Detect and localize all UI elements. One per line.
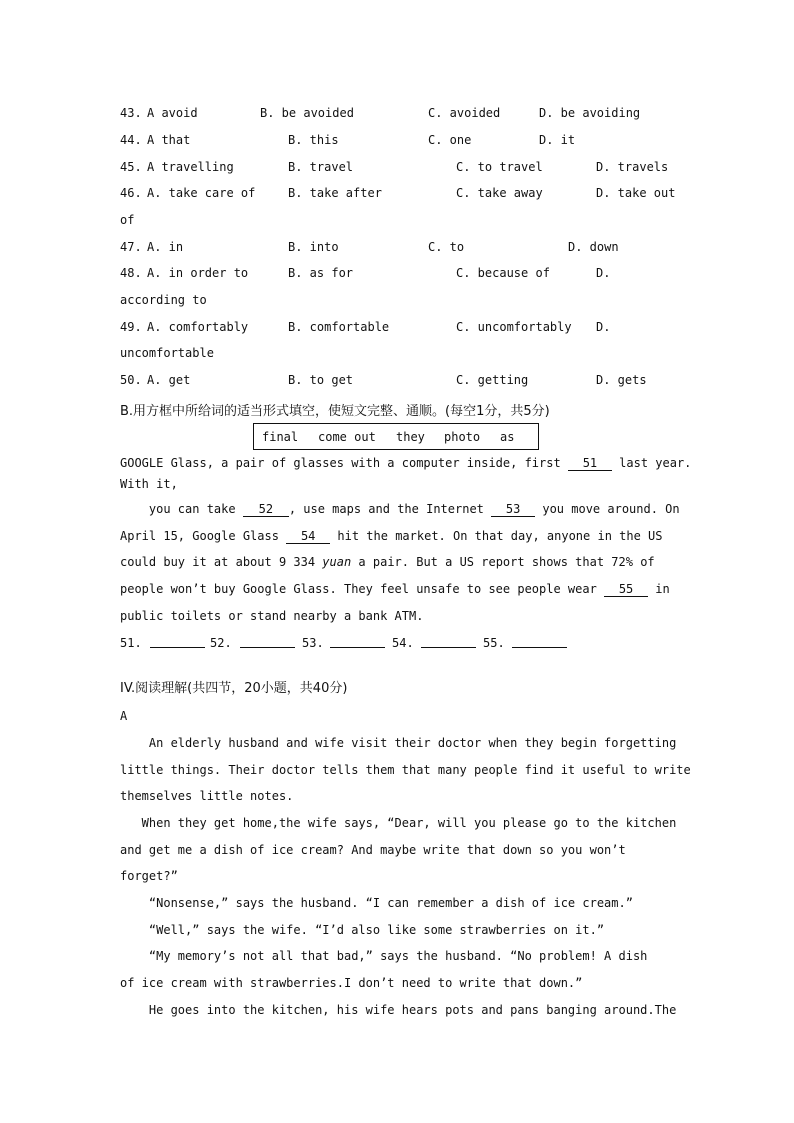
option-a: A travelling xyxy=(147,160,234,174)
option-c: C. avoided xyxy=(428,106,501,120)
option-c: C. uncomfortably xyxy=(456,320,572,334)
answer-blank[interactable] xyxy=(240,647,295,648)
question-number: 45. xyxy=(120,160,142,174)
passage-line: “My memory’s not all that bad,” says the husband. “No problem! A dish xyxy=(120,949,648,963)
answer-number: 52. xyxy=(210,636,232,650)
word-bank-word: photo xyxy=(444,430,481,444)
cloze-text: April 15, Google Glass xyxy=(120,529,287,543)
answer-number: 51. xyxy=(120,636,142,650)
option-d-continued: of xyxy=(120,213,135,227)
question-number: 46. xyxy=(120,186,142,200)
blank-53: 53 xyxy=(491,503,535,517)
cloze-text: hit the market. On that day, anyone in the US xyxy=(330,529,663,543)
option-a: A. take care of xyxy=(147,186,256,200)
option-c: C. to travel xyxy=(456,160,543,174)
passage-line: “Nonsense,” says the husband. “I can remember a dish of ice cream.” xyxy=(120,896,633,910)
option-a: A. in order to xyxy=(147,266,249,280)
cloze-text: could buy it at about 9 334 xyxy=(120,555,323,569)
option-d-continued: according to xyxy=(120,293,207,307)
passage-line: forget?” xyxy=(120,869,178,883)
question-number: 43. xyxy=(120,106,142,120)
option-d: D. down xyxy=(568,240,619,254)
option-c: C. getting xyxy=(456,373,529,387)
passage-line: of ice cream with strawberries.I don’t need to write that down.” xyxy=(120,976,583,990)
blank-55: 55 xyxy=(604,583,648,597)
option-b: B. travel xyxy=(288,160,354,174)
word-bank-word: they xyxy=(396,430,425,444)
answer-number: 54. xyxy=(392,636,414,650)
option-d-continued: uncomfortable xyxy=(120,346,214,360)
currency-word: yuan xyxy=(322,555,352,569)
option-d: D. travels xyxy=(596,160,669,174)
option-c: C. because of xyxy=(456,266,550,280)
word-bank-word: final xyxy=(262,430,299,444)
option-c: C. one xyxy=(428,133,472,147)
cloze-text: last year. xyxy=(611,456,692,470)
section-b-heading: B.用方框中所给词的适当形式填空，使短文完整、通顺。(每空1分，共5分) xyxy=(120,404,550,419)
option-b: B. to get xyxy=(288,373,354,387)
cloze-line-4 xyxy=(120,529,663,544)
option-b: B. into xyxy=(288,240,339,254)
option-d: D. it xyxy=(539,133,576,147)
passage-label: A xyxy=(120,709,128,723)
option-a: A. in xyxy=(147,240,184,254)
cloze-text: GOOGLE Glass, a pair of glasses with a computer inside, first xyxy=(120,456,568,470)
cloze-text: people won’t buy Google Glass. They feel unsafe to see people wear xyxy=(120,582,605,596)
cloze-line-5 xyxy=(120,555,655,569)
passage-line: “Well,” says the wife. “I’d also like some strawberries on it.” xyxy=(120,923,605,937)
question-number: 47. xyxy=(120,240,142,254)
option-c: C. to xyxy=(428,240,465,254)
option-d: D. xyxy=(596,266,611,280)
cloze-line-2: With it, xyxy=(120,477,178,491)
passage-line: He goes into the kitchen, his wife hears pots and pans banging around.The xyxy=(120,1003,677,1017)
option-d: D. gets xyxy=(596,373,647,387)
answer-number: 53. xyxy=(302,636,324,650)
blank-51: 51 xyxy=(568,457,612,471)
option-a: A. comfortably xyxy=(147,320,249,334)
section-iv-heading: IV.阅读理解(共四节，20小题，共40分) xyxy=(120,681,348,696)
blank-52: 52 xyxy=(243,503,289,517)
option-a: A avoid xyxy=(147,106,198,120)
passage-line: little things. Their doctor tells them that many people find it useful to write xyxy=(120,763,691,777)
answer-blank[interactable] xyxy=(421,647,476,648)
option-a: A. get xyxy=(147,373,191,387)
question-number: 44. xyxy=(120,133,142,147)
cloze-line-3 xyxy=(120,502,680,517)
cloze-line-1 xyxy=(120,456,691,471)
word-bank-box xyxy=(253,423,539,450)
option-d: D. take out xyxy=(596,186,676,200)
passage-line: An elderly husband and wife visit their doctor when they begin forgetting xyxy=(120,736,677,750)
cloze-text: a pair. But a US report shows that 72% of xyxy=(351,555,655,569)
passage-line: When they get home,the wife says, “Dear, will you please go to the kitchen xyxy=(120,816,677,830)
answer-blank[interactable] xyxy=(330,647,385,648)
option-b: B. be avoided xyxy=(260,106,354,120)
answer-number: 55. xyxy=(483,636,505,650)
cloze-text: you move around. On xyxy=(535,502,680,516)
option-c: C. take away xyxy=(456,186,543,200)
answer-blank[interactable] xyxy=(150,647,205,648)
word-bank-word: come out xyxy=(318,430,376,444)
word-bank-word: as xyxy=(500,430,515,444)
answer-blank[interactable] xyxy=(512,647,567,648)
passage-line: and get me a dish of ice cream? And maybe write that down so you won’t xyxy=(120,843,626,857)
question-number: 50. xyxy=(120,373,142,387)
question-number: 49. xyxy=(120,320,142,334)
option-d: D. be avoiding xyxy=(539,106,641,120)
cloze-line-6 xyxy=(120,582,670,597)
cloze-text: , use maps and the Internet xyxy=(288,502,492,516)
option-d: D. xyxy=(596,320,611,334)
option-b: B. this xyxy=(288,133,339,147)
option-a: A that xyxy=(147,133,191,147)
option-b: B. comfortable xyxy=(288,320,390,334)
cloze-text: you can take xyxy=(120,502,243,516)
passage-line: themselves little notes. xyxy=(120,789,294,803)
cloze-line-7: public toilets or stand nearby a bank ATM. xyxy=(120,609,424,623)
option-b: B. as for xyxy=(288,266,354,280)
blank-54: 54 xyxy=(286,530,330,544)
option-b: B. take after xyxy=(288,186,382,200)
cloze-text: in xyxy=(648,582,670,596)
question-number: 48. xyxy=(120,266,142,280)
